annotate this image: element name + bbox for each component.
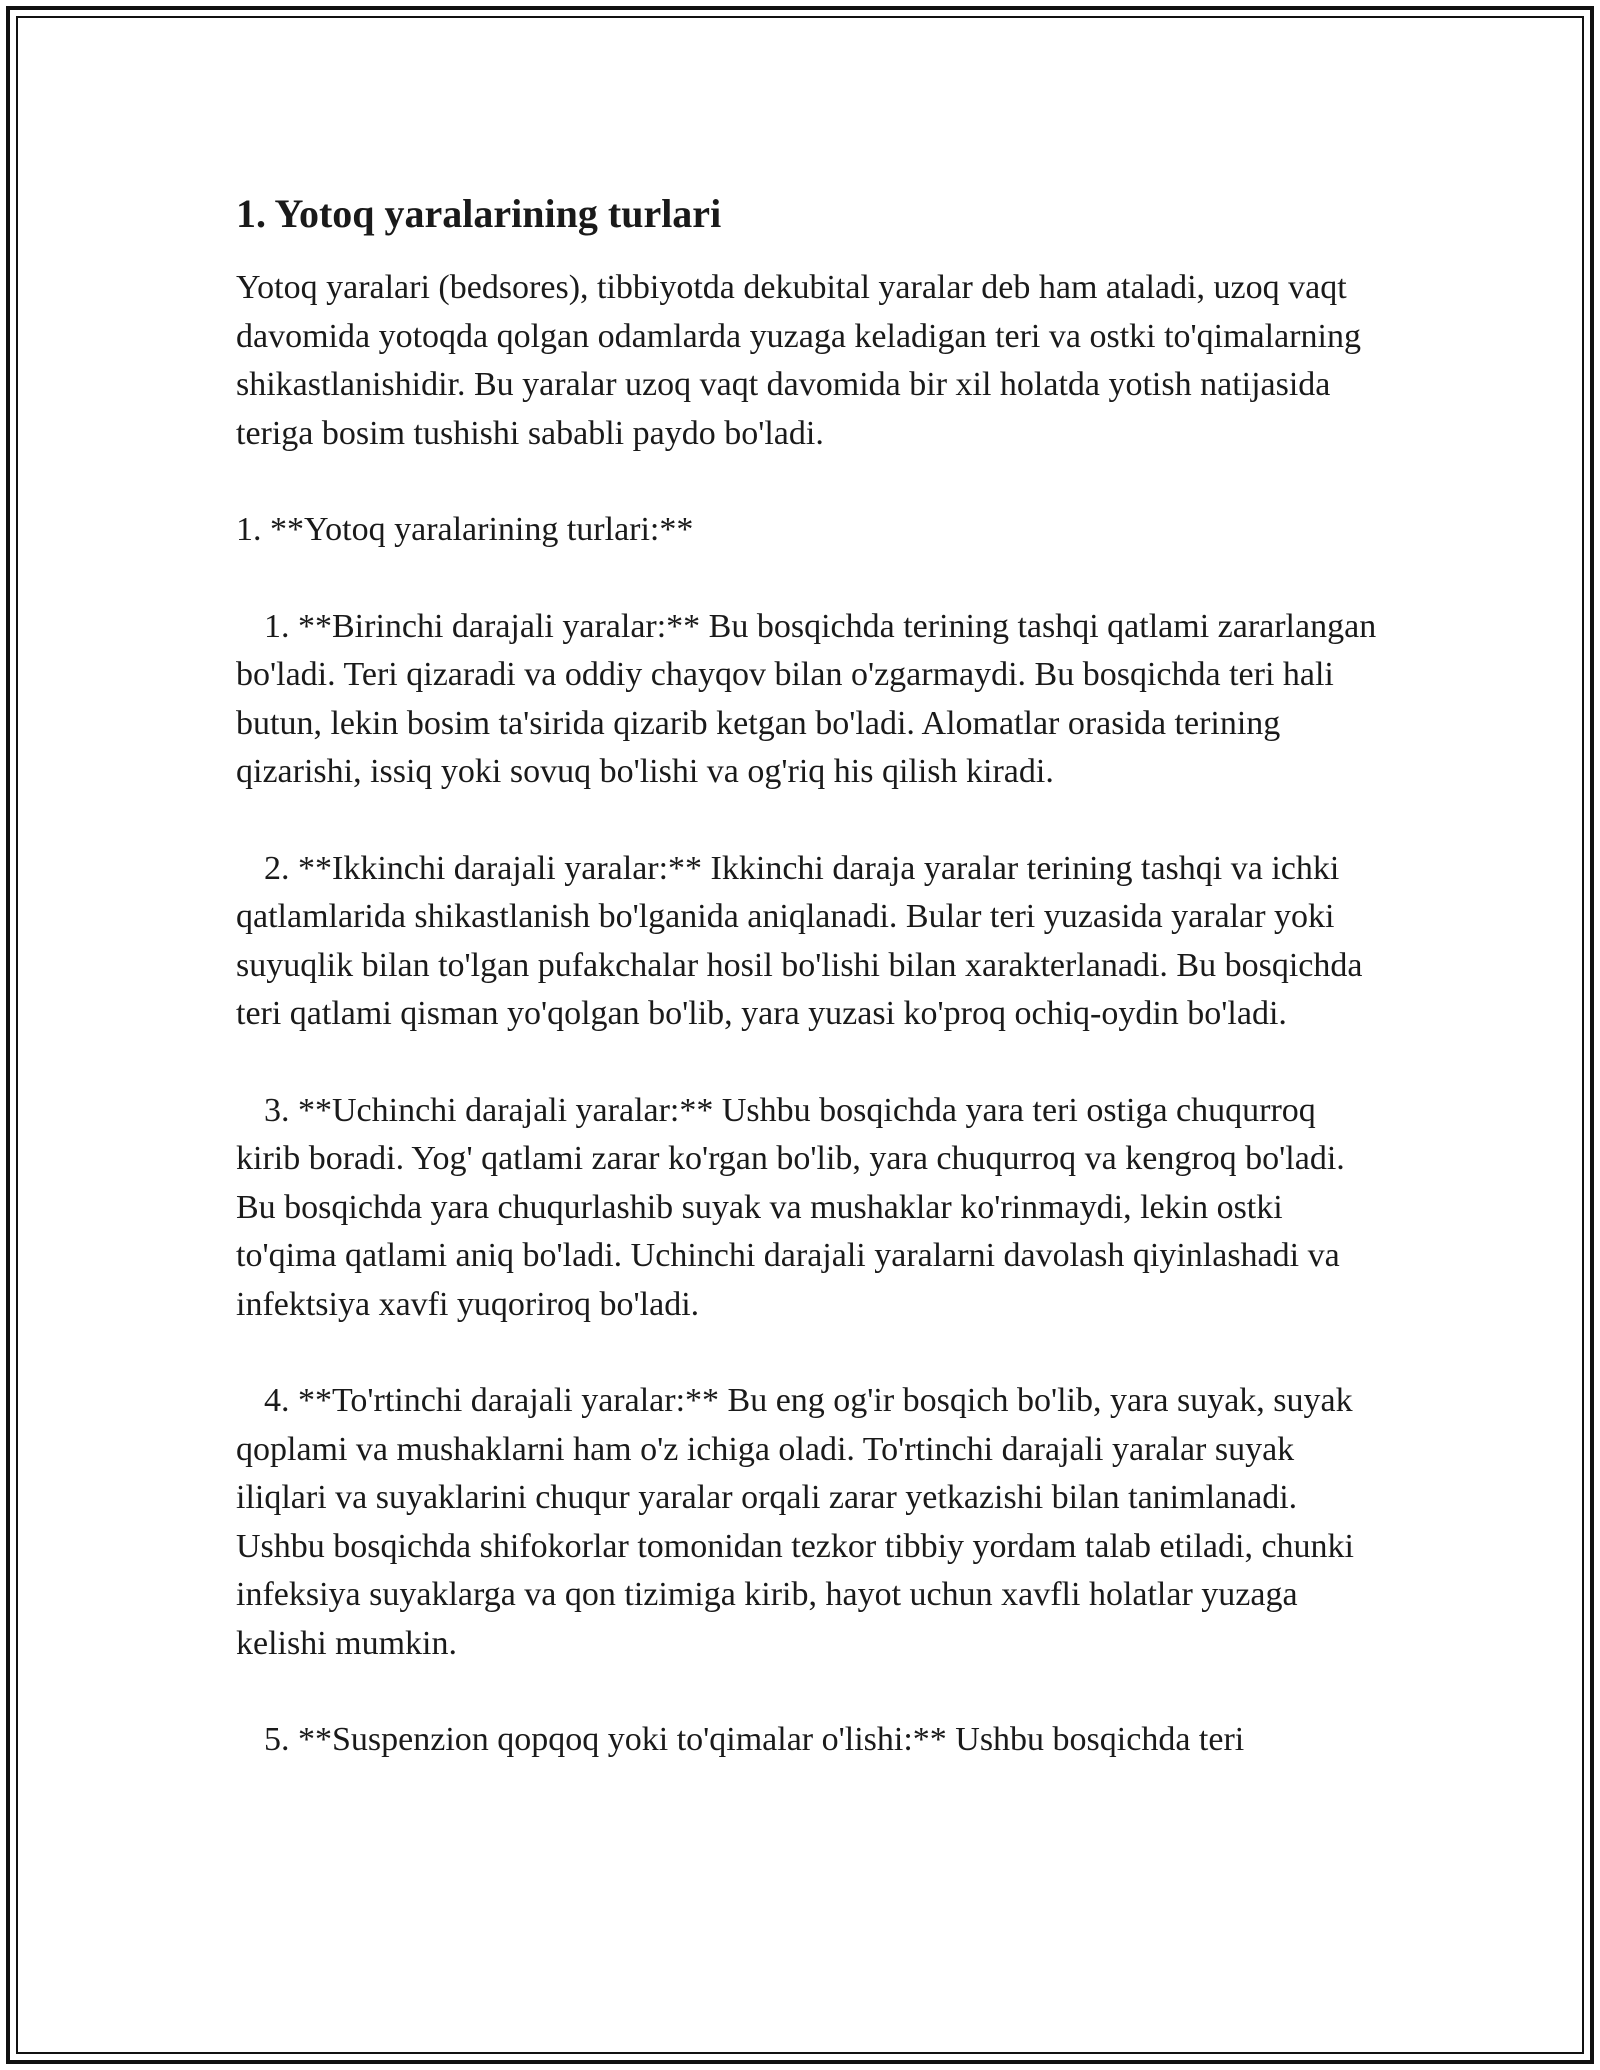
list-item-text: **Suspenzion qopqoq yoki to'qimalar o'lishi:** Ushbu bosqichda teri	[298, 1721, 1245, 1758]
list-item-1	[236, 603, 1386, 797]
list-item-number: 5.	[264, 1721, 290, 1758]
list-item-text: **To'rtinchi darajali yaralar:** Bu eng og'ir bosqich bo'lib, yara suyak, suyak qoplami va mushaklarni ham o'z ichiga oladi. To'rtinchi darajali yaralar suyak iliqlari va suyaklarini chuqur yaralar orqali zarar yetkazishi bilan tanimlanadi. Ushbu bosqichda shifokorlar tomonidan tezkor tibbiy yordam talab etiladi, chunki infeksiya suyaklarga va qon tizimiga kirib, hayot uchun xavfli holatlar yuzaga kelishi mumkin.	[236, 1382, 1354, 1662]
list-item-text: **Birinchi darajali yaralar:** Bu bosqichda terining tashqi qatlami zararlangan bo'ladi. Teri qizaradi va oddiy chayqov bilan o'zgarmaydi. Bu bosqichda teri hali butun, lekin bosim ta'sirida qizarib ketgan bo'ladi. Alomatlar orasida terining qizarishi, issiq yoki sovuq bo'lishi va og'riq his qilish kiradi.	[236, 607, 1377, 790]
list-item-2	[236, 845, 1386, 1039]
list-item-text: **Ikkinchi darajali yaralar:** Ikkinchi daraja yaralar terining tashqi va ichki qatlamlarida shikastlanish bo'lganida aniqlanadi. Bular teri yuzasida yaralar yoki suyuqlik bilan to'lgan pufakchalar hosil bo'lishi bilan xarakterlanadi. Bu bosqichda teri qatlami qisman yo'qolgan bo'lib, yara yuzasi ko'proq ochiq-oydin bo'ladi.	[236, 849, 1363, 1032]
document-body	[236, 188, 1386, 1813]
list-item-number: 3.	[264, 1091, 290, 1129]
list-item-4	[236, 1377, 1386, 1668]
list-heading: 1. **Yotoq yaralarining turlari:**	[236, 511, 694, 548]
list-item-3	[236, 1087, 1386, 1330]
intro-paragraph: Yotoq yaralari (bedsores), tibbiyotda dekubital yaralar deb ham ataladi, uzoq vaqt davomida yotoqda qolgan odamlarda yuzaga keladigan teri va ostki to'qimalarning shikastlanishidir. Bu yaralar uzoq vaqt davomida bir xil holatda yotish natijasida teriga bosim tushishi sababli paydo bo'ladi.	[236, 269, 1361, 452]
list-item-number: 1.	[264, 607, 290, 645]
list-item-number: 4.	[264, 1382, 290, 1419]
list-item-5	[236, 1716, 1386, 1765]
list-item-text: **Uchinchi darajali yaralar:** Ushbu bosqichda yara teri ostiga chuqurroq kirib boradi. Yog' qatlami zarar ko'rgan bo'lib, yara chuqurroq va kengroq bo'ladi. Bu bosqichda yara chuqurlashib suyak va mushaklar ko'rinmaydi, lekin ostki to'qima qatlami aniq bo'ladi. Uchinchi darajali yaralarni davolash qiyinlashadi va infektsiya xavfi yuqoriroq bo'ladi.	[236, 1091, 1345, 1323]
list-item-number: 2.	[264, 849, 290, 887]
document-title: 1. Yotoq yaralarining turlari	[236, 191, 722, 236]
